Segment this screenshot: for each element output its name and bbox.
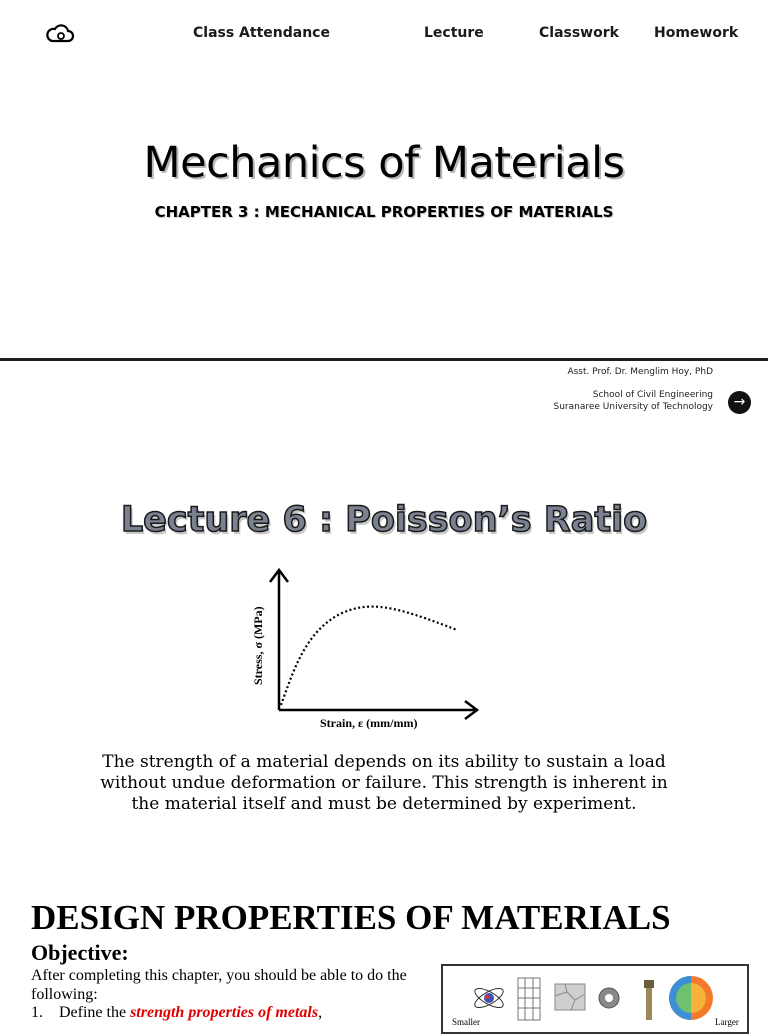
cloud-icon[interactable] (44, 22, 76, 46)
next-button[interactable] (728, 391, 751, 414)
page-title: Mechanics of Materials (143, 138, 625, 188)
section-heading: DESIGN PROPERTIES OF MATERIALS (31, 898, 671, 937)
gear-icon (599, 988, 619, 1008)
author-name: Asst. Prof. Dr. Menglim Hoy, PhD (567, 367, 713, 377)
lecture-title: Lecture 6 : Poisson’s Ratio (120, 500, 648, 540)
nav-link-homework[interactable]: Homework (654, 25, 739, 41)
nav-link-classwork[interactable]: Classwork (539, 25, 619, 41)
objective-item (31, 1004, 431, 1022)
nav-link-lecture[interactable]: Lecture (424, 25, 484, 41)
lattice-icon (518, 978, 540, 1020)
smaller-label: Smaller (452, 1017, 480, 1027)
page-subtitle: CHAPTER 3 : MECHANICAL PROPERTIES OF MATERIALS (154, 203, 614, 221)
grain-structure-icon (555, 984, 585, 1010)
item-number: 1. (31, 1004, 43, 1021)
bolt-icon (644, 980, 654, 1020)
author-university: Suranaree University of Technology (553, 402, 713, 412)
atom-icon (472, 985, 506, 1011)
author-school: School of Civil Engineering (592, 390, 713, 400)
nav-link-class-attendance[interactable]: Class Attendance (193, 25, 330, 41)
arrow-right-icon: → (733, 394, 746, 410)
item-suffix: , (318, 1004, 323, 1021)
section-divider (0, 358, 768, 361)
top-navigation (0, 0, 768, 68)
intro-paragraph: The strength of a material depends on its ability to sustain a load without undue deformation or failure. This strength is inherent in the material itself and must be determined by experiment. (100, 752, 668, 814)
item-highlight: strength properties of metals (130, 1004, 319, 1021)
objective-text: After completing this chapter, you should be able to do the following: (31, 967, 407, 1003)
stress-strain-curve (281, 607, 457, 705)
y-axis-label: Stress, σ (MPa) (251, 606, 265, 685)
earth-icon (669, 976, 713, 1020)
item-prefix: Define the (59, 1004, 131, 1021)
scale-illustration (443, 966, 747, 1032)
stress-strain-figure (245, 562, 495, 734)
objective-label: Objective: (31, 940, 129, 965)
x-axis-label: Strain, ε (mm/mm) (320, 716, 418, 730)
larger-label: Larger (715, 1017, 739, 1027)
